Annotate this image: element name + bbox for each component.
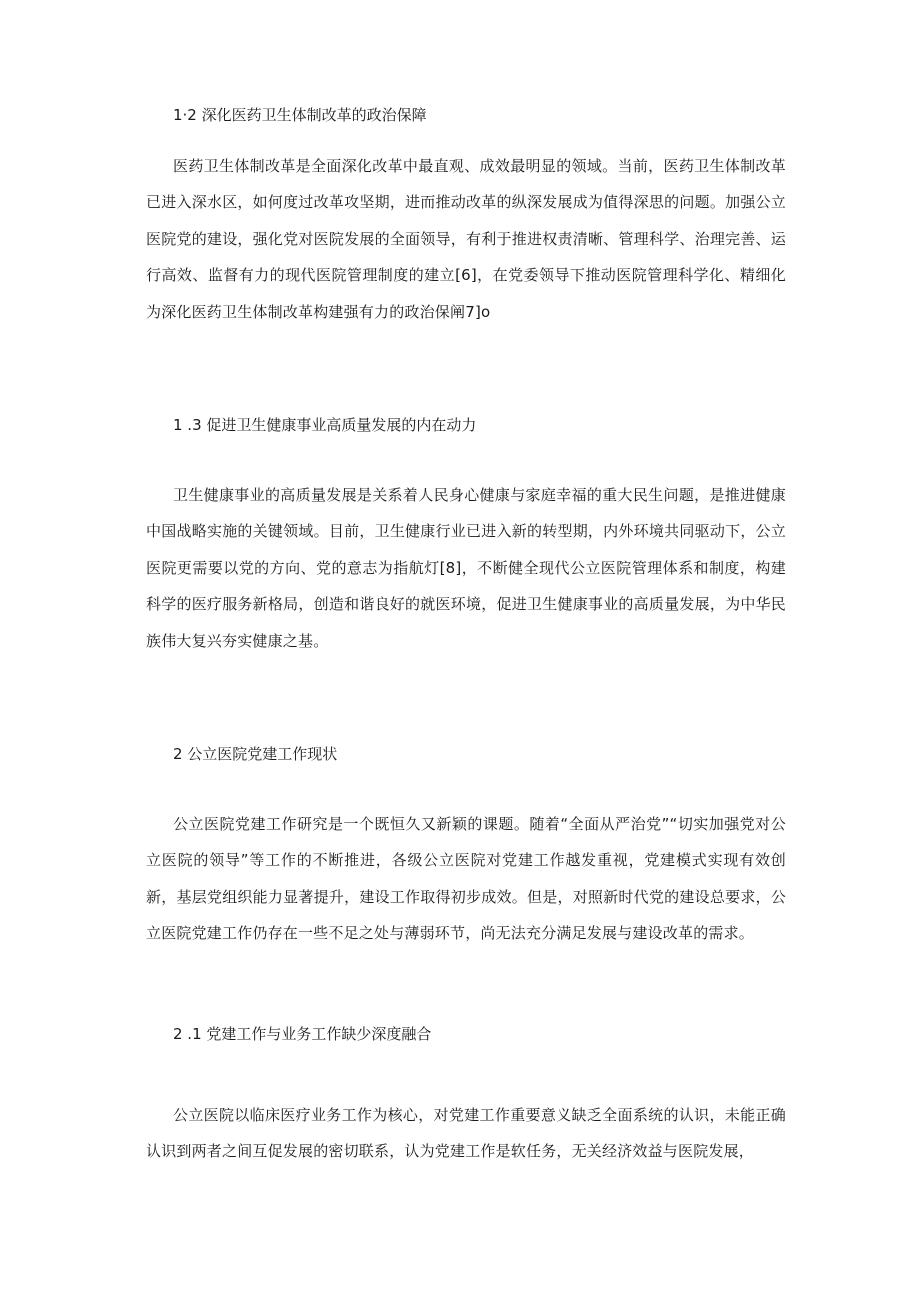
section-heading-2-1: 2 .1 党建工作与业务工作缺少深度融合 [173,1025,432,1043]
section-paragraph-1-2: 医药卫生体制改革是全面深化改革中最直观、成效最明显的领域。当前，医药卫生体制改革已进入深水区，如何度过改革攻坚期，进而推动改革的纵深发展成为值得深思的问题。加强公立医院党的建设，强化党对医院发展的全面领导，有利于推进权责清晰、管理科学、治理完善、运行高效、监督有力的现代医院管理制度的建立[6]，在党委领导下推动医院管理科学化、精细化为深化医药卫生体制改革构建强有力的政治保阐7]o [146,157,786,321]
section-paragraph-2: 公立医院党建工作研究是一个既恒久又新颖的课题。随着“全面从严治党”“切实加强党对公立医院的领导”等工作的不断推进，各级公立医院对党建工作越发重视，党建模式实现有效创新，基层党组织能力显著提升，建设工作取得初步成效。但是，对照新时代党的建设总要求，公立医院党建工作仍存在一些不足之处与薄弱环节，尚无法充分满足发展与建设改革的需求。 [146,815,786,943]
section-heading-1-2: 1·2 深化医药卫生体制改革的政治保障 [173,106,427,124]
section-heading-1-3: 1 .3 促进卫生健康事业高质量发展的内在动力 [173,416,477,434]
section-paragraph-2-1: 公立医院以临床医疗业务工作为核心，对党建工作重要意义缺乏全面系统的认识，未能正确认识到两者之间互促发展的密切联系，认为党建工作是软任务，无关经济效益与医院发展， [146,1106,786,1161]
section-heading-2: 2 公立医院党建工作现状 [173,745,338,763]
section-paragraph-1-3: 卫生健康事业的高质量发展是关系着人民身心健康与家庭幸福的重大民生问题，是推进健康中国战略实施的关键领域。目前，卫生健康行业已进入新的转型期，内外环境共同驱动下，公立医院更需要以党的方向、党的意志为指航灯[8]，不断健全现代公立医院管理体系和制度，构建科学的医疗服务新格局，创造和谐良好的就医环境，促进卫生健康事业的高质量发展，为中华民族伟大复兴夯实健康之基。 [146,486,786,650]
